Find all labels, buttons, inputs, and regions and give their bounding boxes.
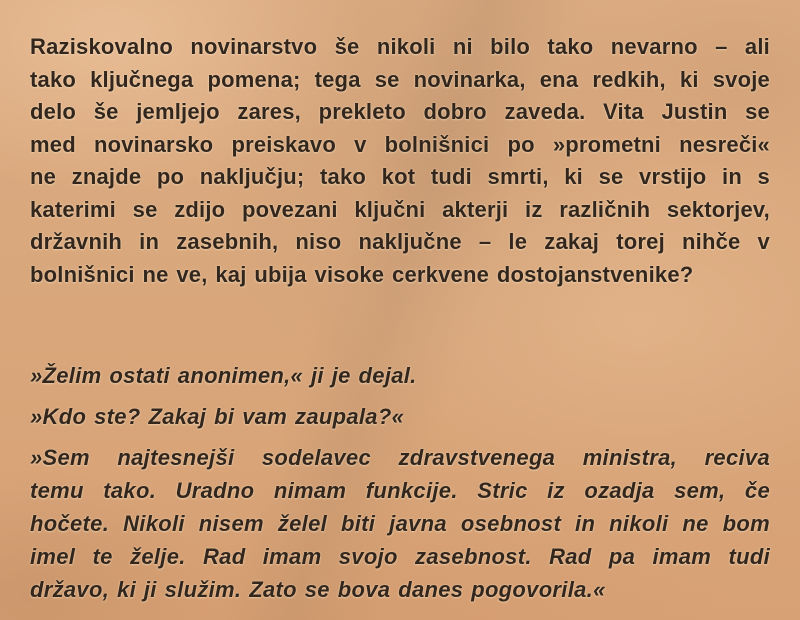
dialogue-section (30, 359, 770, 614)
dialogue-line: temu tako. Uradno nimam funkcije. Stric iz ozadja sem, če (30, 478, 770, 503)
synopsis-line-5: ne znajde po naključju; tako kot tudi smrti, ki se vrstijo in s (30, 164, 770, 189)
dialogue-paragraph-2 (30, 400, 770, 433)
synopsis-paragraph (30, 31, 770, 291)
dialogue-line: imel te želje. Rad imam svojo zasebnost. Rad pa imam tudi (30, 544, 770, 569)
dialogue-line: državo, ki ji služim. Zato se bova danes pogovorila.« (30, 577, 606, 602)
synopsis-line-3: delo še jemljejo zares, prekleto dobro zaveda. Vita Justin se (30, 99, 770, 124)
synopsis-line-2: tako ključnega pomena; tega se novinarka, ena redkih, ki svoje (30, 66, 770, 92)
dialogue-line: »Kdo ste? Zakaj bi vam zaupala?« (30, 404, 405, 429)
dialogue-paragraph-3 (30, 441, 770, 606)
dialogue-line: »Želim ostati anonimen,« ji je dejal. (30, 363, 417, 388)
synopsis-line-4: med novinarsko preiskavo v bolnišnici po »prometni nesreči« (30, 131, 770, 157)
dialogue-line: hočete. Nikoli nisem želel biti javna osebnost in nikoli ne bom (30, 511, 770, 536)
dialogue-line: »Sem najtesnejši sodelavec zdravstvenega ministra, reciva (30, 445, 770, 470)
synopsis-line-8: bolnišnici ne ve, kaj ubija visoke cerkvene dostojanstvenike? (30, 261, 694, 287)
synopsis-line-7: državnih in zasebnih, niso naključne – le zakaj torej nihče v (30, 229, 770, 254)
dialogue-paragraph-1 (30, 359, 770, 392)
synopsis-line-6: katerimi se zdijo povezani ključni akterji iz različnih sektorjev, (30, 196, 770, 222)
synopsis-line-1: Raziskovalno novinarstvo še nikoli ni bilo tako nevarno – ali (30, 34, 770, 59)
